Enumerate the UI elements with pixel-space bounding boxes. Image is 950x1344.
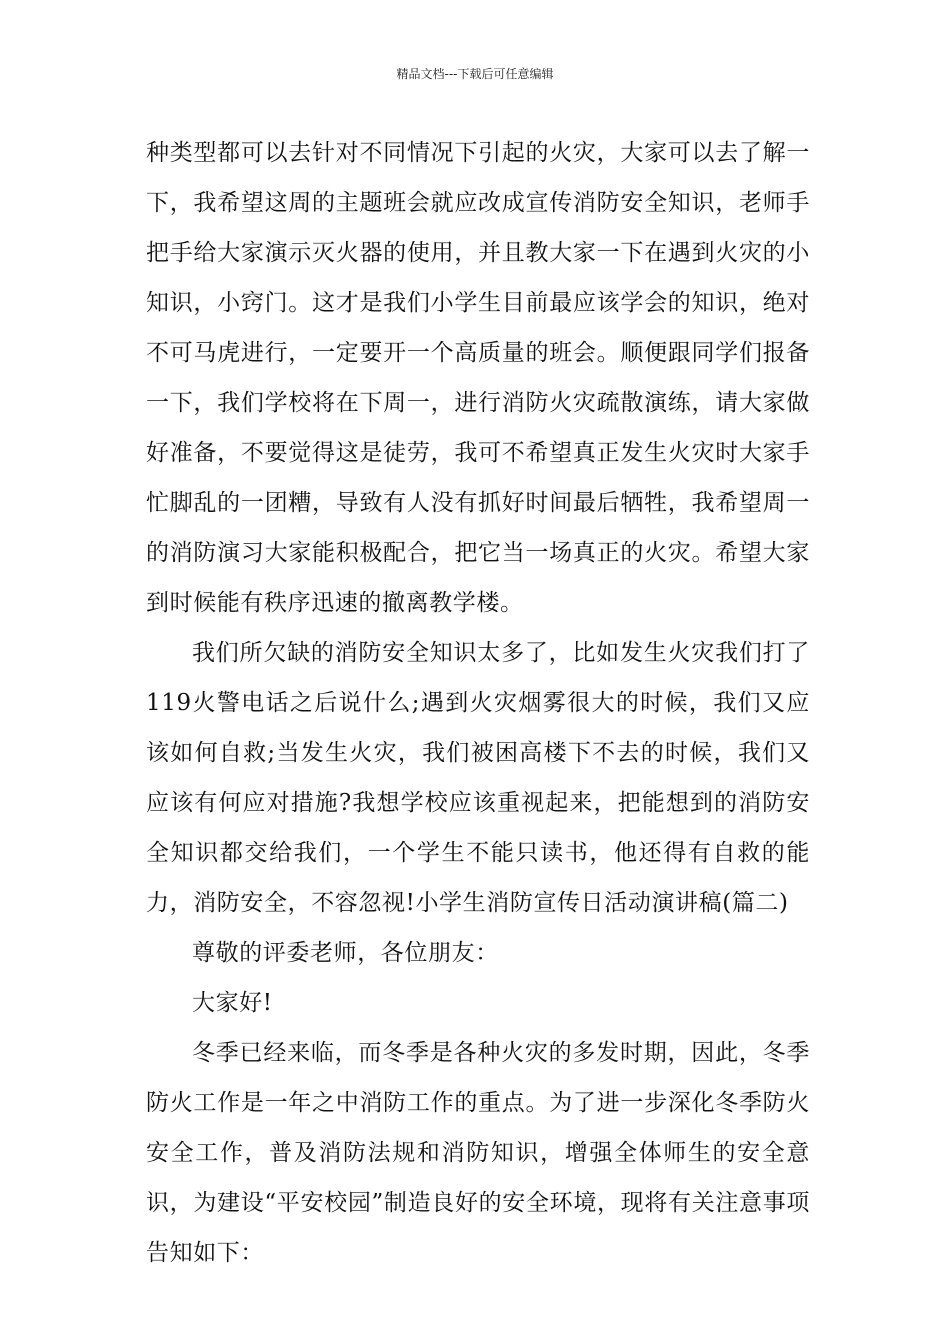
paragraph-2: 我们所欠缺的消防安全知识太多了，比如发生火灾我们打了119火警电话之后说什么;遇到火灾烟雾很大的时候，我们又应该如何自救;当发生火灾，我们被困高楼下不去的时候，我们又应该有何应对措施?我想学校应该重视起来，把能想到的消防安全知识都交给我们，一个学生不能只读书，他还得有自救的能力，消防安全，不容忽视!小学生消防宣传日活动演讲稿(篇二) (146, 640, 810, 916)
document-body (146, 128, 810, 1278)
page-header: 精品文档---下载后可任意编辑 (396, 67, 554, 81)
paragraph-greeting: 大家好! (192, 990, 273, 1016)
paragraph-3: 冬季已经来临，而冬季是各种火灾的多发时期，因此，冬季防火工作是一年之中消防工作的重点。为了进一步深化冬季防火安全工作，普及消防法规和消防知识，增强全体师生的安全意识，为建设“平安校园”制造良好的安全环境，现将有关注意事项告知如下： (146, 1040, 810, 1266)
paragraph-1: 种类型都可以去针对不同情况下引起的火灾，大家可以去了解一下，我希望这周的主题班会就应改成宣传消防安全知识，老师手把手给大家演示灭火器的使用，并且教大家一下在遇到火灾的小知识，小窍门。这才是我们小学生目前最应该学会的知识，绝对不可马虎进行，一定要开一个高质量的班会。顺便跟同学们报备一下，我们学校将在下周一，进行消防火灾疏散演练，请大家做好准备，不要觉得这是徒劳，我可不希望真正发生火灾时大家手忙脚乱的一团糟，导致有人没有抓好时间最后牺牲，我希望周一的消防演习大家能积极配合，把它当一场真正的火灾。希望大家到时候能有秩序迅速的撤离教学楼。 (146, 140, 810, 616)
paragraph-salutation: 尊敬的评委老师，各位朋友： (192, 940, 499, 966)
